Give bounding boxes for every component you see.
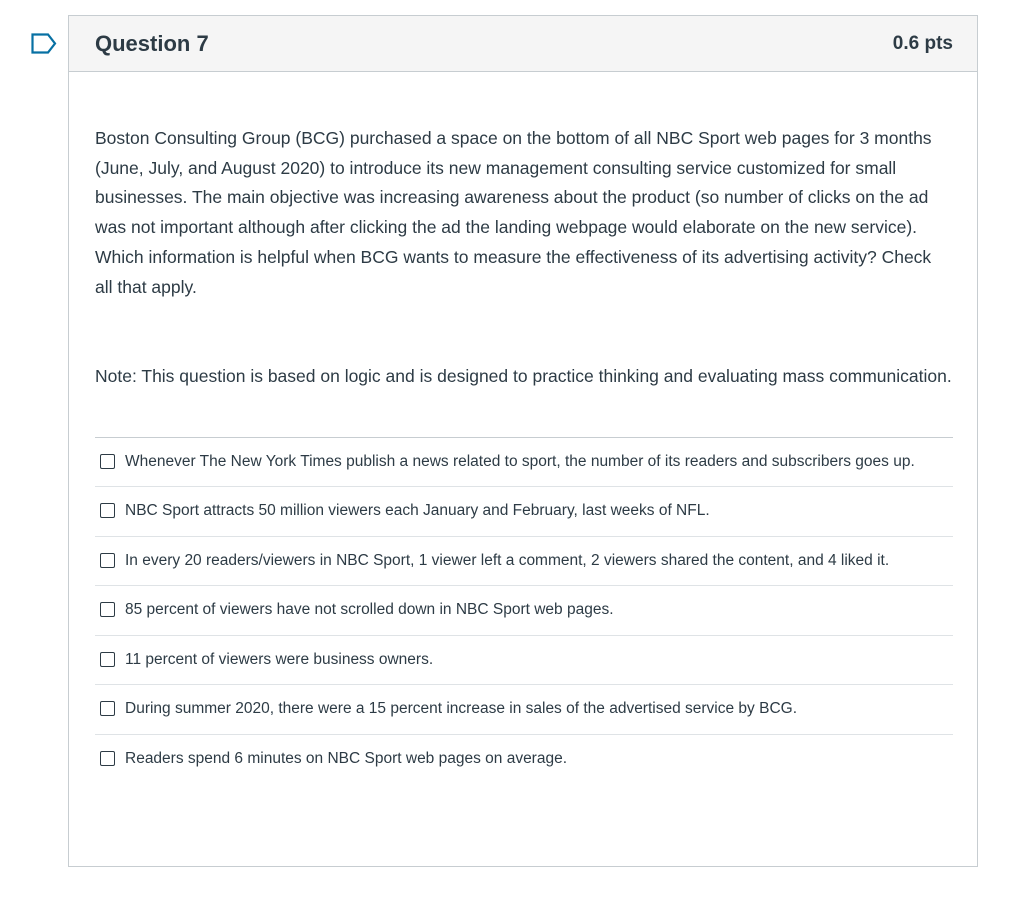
answer-label: In every 20 readers/viewers in NBC Sport, 1 viewer left a comment, 2 viewers shared the content, and 4 liked it. [125,551,890,569]
checkbox-icon[interactable] [100,503,115,518]
question-header [69,16,977,72]
answer-label: 11 percent of viewers were business owners. [125,650,434,668]
question-title: Question 7 [95,30,209,56]
checkbox-icon[interactable] [100,751,115,766]
question-text: Boston Consulting Group (BCG) purchased a space on the bottom of all NBC Sport web pages for 3 months (June, July, and August 2020) to introduce its new management consulting service customized for small businesses. The main objective was increasing awareness about the product (so number of clicks on the ad was not important although after clicking the ad the landing webpage would elaborate on the new service). Which information is helpful when BCG wants to measure the effectiveness of its advertising activity? Check all that apply. [95,128,932,297]
question-card [68,15,978,867]
answer-option[interactable] [95,586,953,636]
answer-option[interactable] [95,735,953,784]
checkbox-icon[interactable] [100,454,115,469]
question-body [69,72,977,783]
flag-question-icon[interactable] [31,33,57,54]
checkbox-icon[interactable] [100,553,115,568]
answer-label: Readers spend 6 minutes on NBC Sport web pages on average. [125,749,568,767]
question-note: Note: This question is based on logic and is designed to practice thinking and evaluating mass communication. [95,366,952,387]
answer-label: NBC Sport attracts 50 million viewers each January and February, last weeks of NFL. [125,502,710,520]
answer-option[interactable] [95,487,953,537]
checkbox-icon[interactable] [100,602,115,617]
question-points: 0.6 pts [892,32,953,54]
answer-list [95,437,953,784]
answer-option[interactable] [95,636,953,686]
answer-label: During summer 2020, there were a 15 percent increase in sales of the advertised service by BCG. [125,700,797,718]
answer-option[interactable] [95,685,953,735]
answer-option[interactable] [95,537,953,587]
answer-label: 85 percent of viewers have not scrolled down in NBC Sport web pages. [125,601,614,619]
answer-label: Whenever The New York Times publish a news related to sport, the number of its readers and subscribers goes up. [125,452,915,470]
answer-option[interactable] [95,438,953,488]
checkbox-icon[interactable] [100,701,115,716]
checkbox-icon[interactable] [100,652,115,667]
